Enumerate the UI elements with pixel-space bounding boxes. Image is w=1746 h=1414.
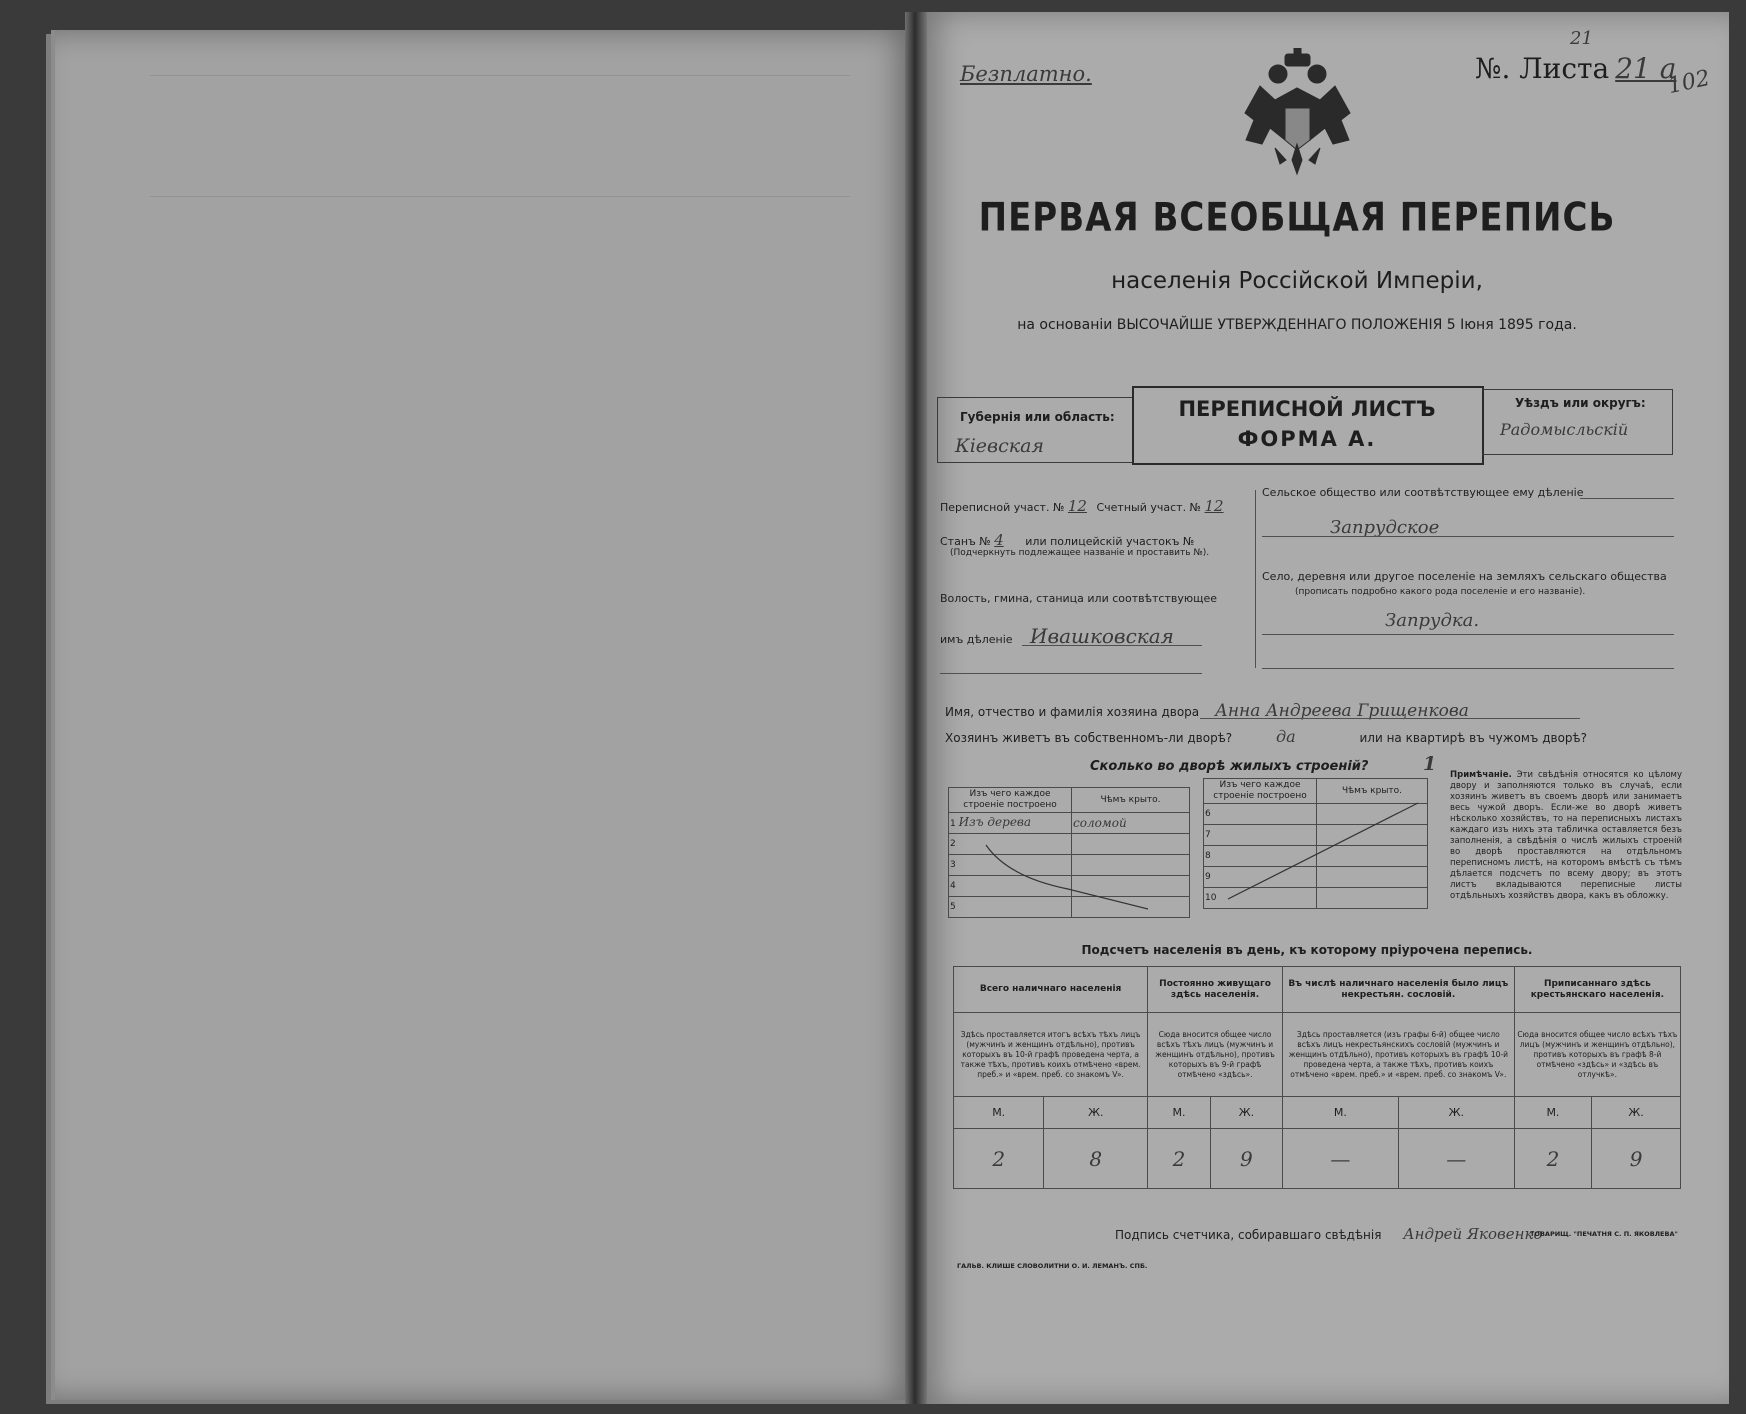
m-label: М. (1282, 1097, 1398, 1129)
population-table (953, 966, 1681, 1189)
table-row: 4 (949, 876, 1072, 897)
village-note: (прописать подробно какого рода поселеніе и его названіе). (1295, 587, 1586, 597)
stan-field: Станъ № 4 или полицейскій участокъ № (940, 531, 1195, 549)
volost-label: Волость, гмина, станица или соотвѣтствующее (940, 592, 1218, 605)
census-title: ПЕРВАЯ ВСЕОБЩАЯ ПЕРЕПИСЬ (978, 195, 1616, 241)
table-row: 6 (1204, 804, 1317, 825)
pop-value[interactable]: 8 (1044, 1129, 1148, 1189)
pop-value[interactable]: 9 (1210, 1129, 1282, 1189)
district-value[interactable]: Радомысльскій (1500, 420, 1629, 439)
pop-value[interactable]: 2 (1514, 1129, 1591, 1189)
printer-left: ГАЛЬВ. КЛИШЕ СЛОВОЛИТНИ О. И. ЛЕМАНЪ. СПБ. (957, 1262, 1148, 1270)
table-row: 10 (1204, 888, 1317, 909)
sheet-number-top: 21 (1570, 28, 1593, 49)
m-label: М. (954, 1097, 1044, 1129)
volost-value[interactable]: Ивашковская (1030, 624, 1174, 648)
f-label: Ж. (1592, 1097, 1681, 1129)
pop-col-head: Постоянно живущаго здѣсь населенія. (1148, 967, 1283, 1013)
table-row: 1 Изъ дерева (949, 813, 1072, 834)
m-label: М. (1514, 1097, 1591, 1129)
table-row: 9 (1204, 867, 1317, 888)
sheet-number-label: №. Листа 21 а (1475, 52, 1677, 85)
coat-of-arms-icon (1240, 48, 1355, 176)
col-material-header: Изъ чего каждое строеніе построено (949, 788, 1072, 813)
pop-value[interactable]: 9 (1592, 1129, 1681, 1189)
society-label: Сельское общество или соотвѣтствующее ему дѣленіе (1262, 486, 1584, 499)
col-roof-header: Чѣмъ крыто. (1072, 788, 1190, 813)
f-label: Ж. (1210, 1097, 1282, 1129)
pop-col-desc: Здѣсь проставляется итогъ всѣхъ тѣхъ лицъ (мужчинъ и женщинъ отдѣльно), противъ которыхъ въ 10-й графѣ проведена черта, а также тѣхъ, противъ коихъ отмѣчено «врем. преб.» и «врем. преб. со знакомъ V». (954, 1013, 1148, 1097)
buildings-table-left: Изъ чего каждое строеніе построено Чѣмъ крыто. 1 Изъ дерева соломой 2 3 4 5 (948, 787, 1190, 918)
pop-col-head: Всего наличнаго населенія (954, 967, 1148, 1013)
note-text: Примѣчаніе. Эти свѣдѣнія относятся ко цѣлому двору и заполняются только въ случаѣ, если хозяинъ живетъ въ своемъ дворѣ или занимаетъ весь чужой дворъ. Если-же во дворѣ живетъ нѣсколько хозяйствъ, то на переписныхъ листахъ каждаго изъ нихъ эта табличка оставляется безъ заполненія, а свѣдѣнія о числѣ жилыхъ строеній во дворѣ проставляются на отдѣльномъ переписномъ листѣ, на которомъ вмѣстѣ съ тѣмъ дѣлается подсчетъ по всему двору; въ этотъ листъ вкладываются переписные листы отдѣльныхъ хозяйствъ двора, какъ въ обложку. (1450, 770, 1682, 901)
pop-value[interactable]: 2 (1148, 1129, 1211, 1189)
fields-divider (1255, 490, 1256, 668)
sheet-number-side: 102 (1665, 65, 1713, 100)
village-label: Село, деревня или другое поселеніе на земляхъ сельскаго общества (1262, 570, 1667, 583)
population-title: Подсчетъ населенія въ день, къ которому пріурочена перепись. (1081, 943, 1533, 957)
buildings-table-right: Изъ чего каждое строеніе построено Чѣмъ крыто. 6 7 8 9 10 (1203, 778, 1428, 909)
volost-label-2: имъ дѣленіе (940, 633, 1013, 646)
owner-name-field: Имя, отчество и фамилія хозяина двора Анна Андреева Грищенкова (945, 701, 1469, 721)
volost-extra-line (940, 673, 1202, 674)
table-row: 3 (949, 855, 1072, 876)
province-value[interactable]: Кіевская (955, 435, 1044, 457)
province-label: Губернія или область: (960, 410, 1115, 424)
pop-value[interactable]: 2 (954, 1129, 1044, 1189)
sheet-title: ПЕРЕПИСНОЙ ЛИСТЪ (1178, 397, 1436, 421)
strike-lines (948, 787, 1438, 917)
volost-underline (1022, 645, 1202, 646)
district-label: Уѣздъ или округъ: (1515, 396, 1646, 410)
book-spine (905, 12, 927, 1404)
owner-own-field: Хозяинъ живетъ въ собственномъ-ли дворѣ? да или на квартирѣ въ чужомъ дворѣ? (945, 727, 1587, 746)
f-label: Ж. (1044, 1097, 1148, 1129)
pop-value[interactable]: — (1282, 1129, 1398, 1189)
buildings-count-field: Сколько во дворѣ жилыхъ строеній? 1 (1090, 753, 1437, 775)
signature-field: Подпись счетчика, собиравшаго свѣдѣнія Андрей Яковенко (1115, 1225, 1543, 1243)
table-row: 5 (949, 897, 1072, 918)
m-label: М. (1148, 1097, 1211, 1129)
pop-col-desc: Сюда вносится общее число всѣхъ тѣхъ лицъ (мужчинъ и женщинъ отдѣльно), противъ которыхъ въ 9-й графѣ отмѣчено «здѣсь». (1148, 1013, 1283, 1097)
printer-right: ТОВАРИЩ. "ПЕЧАТНЯ С. П. ЯКОВЛЕВА" (1530, 1230, 1678, 1238)
society-underline (1262, 536, 1674, 537)
stan-note: (Подчеркнуть подлежащее названіе и проставить №). (950, 548, 1210, 558)
census-basis: на основаніи ВЫСОЧАЙШЕ УТВЕРЖДЕННАГО ПОЛОЖЕНІЯ 5 Іюня 1895 года. (1017, 317, 1577, 333)
free-label: Безплатно. (960, 62, 1092, 86)
left-page-bleedthrough (150, 75, 850, 197)
f-label: Ж. (1398, 1097, 1514, 1129)
table-row: 2 (949, 834, 1072, 855)
census-subtitle: населенія Россійской Имперіи, (1111, 268, 1483, 294)
census-section-field: Переписной участ. № 12 Счетный участ. № 12 (940, 497, 1224, 515)
sheet-form: ФОРМА А. (1237, 427, 1377, 451)
pop-col-desc: Сюда вносится общее число всѣхъ тѣхъ лицъ (мужчинъ и женщинъ отдѣльно), противъ которыхъ въ графѣ 8-й отмѣчено «здѣсь» и «здѣсь въ отлучкѣ». (1514, 1013, 1680, 1097)
pop-value[interactable]: — (1398, 1129, 1514, 1189)
society-value[interactable]: Запрудское (1330, 517, 1440, 538)
owner-name-underline (1200, 718, 1580, 719)
table-row: 7 (1204, 825, 1317, 846)
table-row: 8 (1204, 846, 1317, 867)
village-value[interactable]: Запрудка. (1385, 610, 1480, 631)
village-underline (1262, 634, 1674, 635)
village-extra-line (1262, 668, 1674, 669)
society-label-line (1580, 498, 1674, 499)
pop-col-head: Въ числѣ наличнаго населенія было лицъ некрестьян. сословій. (1282, 967, 1514, 1013)
left-page (55, 30, 917, 1400)
pop-col-desc: Здѣсь проставляется (изъ графы 6-й) общее число всѣхъ лицъ некрестьянскихъ сословій (мужчинъ и женщинъ отдѣльно), противъ которыхъ въ графѣ 10-й проведена черта, а также тѣхъ, противъ коихъ отмѣчено «врем. преб.» и «врем. преб. со знакомъ V». (1282, 1013, 1514, 1097)
pop-col-head: Приписаннаго здѣсь крестьянскаго населенія. (1514, 967, 1680, 1013)
